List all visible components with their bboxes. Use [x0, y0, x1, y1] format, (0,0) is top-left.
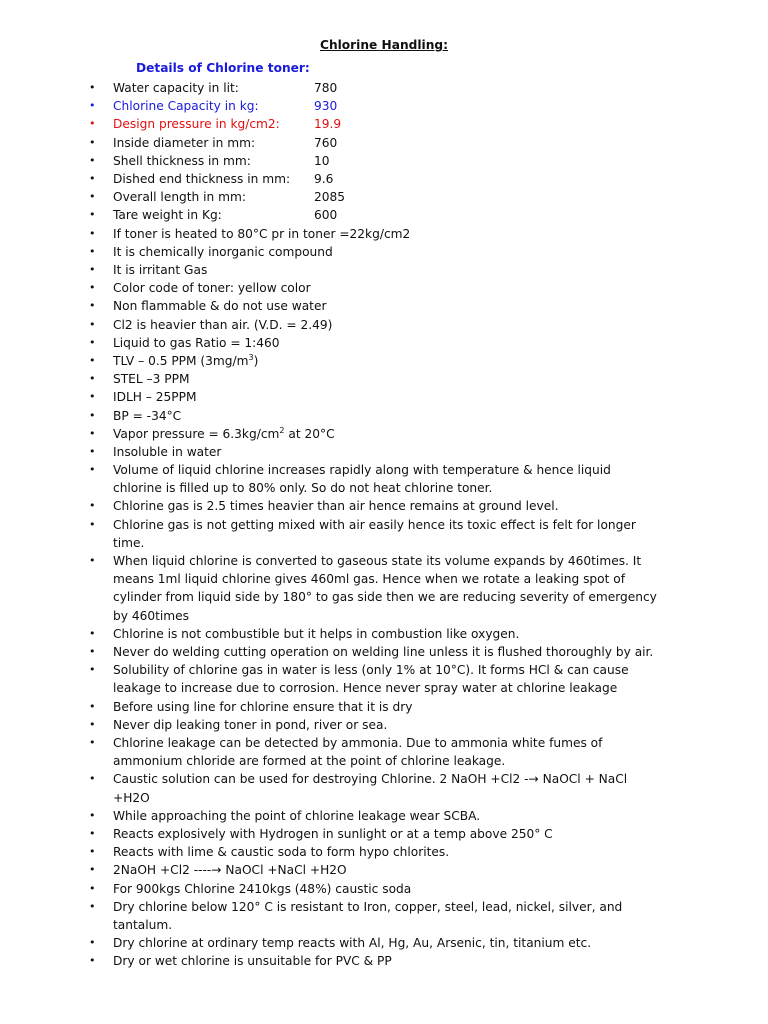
bullet-icon: •: [89, 626, 96, 640]
fact-text: 2NaOH +Cl2 ----→ NaOCl +NaCl +H2O: [113, 863, 347, 878]
spec-item: [0, 170, 768, 188]
fact-item: [0, 625, 768, 643]
spec-value: 10: [314, 153, 330, 168]
fact-item: [0, 861, 768, 879]
bullet-icon: •: [89, 190, 96, 204]
spec-value: 930: [314, 99, 338, 114]
property-item: [0, 388, 768, 406]
fact-text: When liquid chlorine is converted to gaseous state its volume expands by 460times. It means 1ml liquid chlorine gives 460ml gas. Hence when we rotate a leaking spot of cylinder from liquid side by 180° to gas side then we are reducing severity of emergency by 460times: [113, 554, 657, 623]
bullet-icon: •: [89, 845, 96, 859]
fact-item: [0, 807, 768, 825]
fact-text: For 900kgs Chlorine 2410kgs (48%) caustic soda: [113, 881, 412, 896]
property-text: STEL –3 PPM: [113, 372, 190, 387]
property-text: ): [253, 354, 259, 369]
property-item: [0, 407, 768, 425]
fact-item: [0, 952, 768, 970]
fact-text: Dry or wet chlorine is unsuitable for PVC & PP: [113, 954, 392, 969]
property-text: TLV – 0.5 PPM (3mg/m: [113, 354, 249, 369]
bullet-icon: •: [89, 117, 96, 131]
spec-value: 2085: [314, 190, 346, 205]
property-item: [0, 443, 768, 461]
fact-item: [0, 880, 768, 898]
fact-item: [0, 497, 768, 515]
spec-value: 19.9: [314, 117, 342, 132]
superscript: 2: [279, 425, 285, 435]
toner-specs-list: [0, 79, 768, 461]
fact-text: Reacts with lime & caustic soda to form hypo chlorites.: [113, 845, 450, 860]
bullet-icon: •: [89, 517, 96, 531]
fact-text: Solubility of chlorine gas in water is less (only 1% at 10°C). It forms HCl & can cause leakage to increase due to corrosion. Hence never spray water at chlorine leakage: [113, 663, 629, 696]
fact-text: Chlorine is not combustible but it helps in combustion like oxygen.: [113, 626, 520, 641]
fact-text: Caustic solution can be used for destroying Chlorine. 2 NaOH +Cl2 -→ NaOCl + NaCl +H2O: [113, 772, 628, 805]
fact-item: [0, 898, 768, 934]
fact-item: [0, 552, 768, 625]
bullet-icon: •: [89, 936, 96, 950]
fact-text: Chlorine gas is 2.5 times heavier than air hence remains at ground level.: [113, 499, 559, 514]
fact-text: Chlorine gas is not getting mixed with air easily hence its toxic effect is felt for longer time.: [113, 517, 636, 550]
spec-item: [0, 97, 768, 115]
bullet-icon: •: [89, 899, 96, 913]
bullet-icon: •: [89, 408, 96, 422]
bullet-icon: •: [89, 208, 96, 222]
spec-item: [0, 134, 768, 152]
bullet-icon: •: [89, 736, 96, 750]
spec-item: [0, 115, 768, 133]
property-text: Liquid to gas Ratio = 1:460: [113, 335, 280, 350]
property-text: BP = -34°C: [113, 408, 182, 423]
fact-item: [0, 734, 768, 770]
fact-item: [0, 716, 768, 734]
property-item: [0, 297, 768, 315]
spec-item: [0, 79, 768, 97]
bullet-icon: •: [89, 317, 96, 331]
property-item: [0, 334, 768, 352]
bullet-icon: •: [89, 81, 96, 94]
bullet-icon: •: [89, 281, 96, 295]
property-text: Vapor pressure = 6.3kg/cm: [113, 426, 280, 441]
bullet-icon: •: [89, 954, 96, 968]
spec-label: Water capacity in lit:: [113, 81, 239, 95]
fact-item: [0, 461, 768, 497]
spec-item: [0, 152, 768, 170]
property-text: If toner is heated to 80°C pr in toner =22kg/cm2: [113, 226, 411, 241]
property-item: [0, 225, 768, 243]
property-text: IDLH – 25PPM: [113, 390, 197, 405]
bullet-icon: •: [89, 499, 96, 513]
property-item: [0, 316, 768, 334]
bullet-icon: •: [89, 299, 96, 313]
bullet-icon: •: [89, 354, 96, 368]
spec-value: 760: [314, 135, 338, 150]
fact-text: Dry chlorine below 120° C is resistant to Iron, copper, steel, lead, nickel, silver, and tantalum.: [113, 899, 623, 933]
spec-label: Tare weight in Kg:: [113, 208, 222, 223]
fact-item: [0, 770, 768, 806]
bullet-icon: •: [89, 99, 96, 113]
bullet-icon: •: [89, 863, 96, 877]
bullet-icon: •: [89, 663, 96, 677]
fact-text: Reacts explosively with Hydrogen in sunlight or at a temp above 250° C: [113, 827, 553, 842]
spec-value: 780: [314, 81, 338, 95]
fact-text: Never dip leaking toner in pond, river or sea.: [113, 717, 388, 732]
property-text: at 20°C: [284, 426, 335, 441]
fact-item: [0, 825, 768, 843]
property-text: Insoluble in water: [113, 445, 222, 460]
property-text: It is irritant Gas: [113, 263, 208, 278]
bullet-icon: •: [89, 426, 96, 440]
bullet-icon: •: [89, 554, 96, 568]
spec-value: 9.6: [314, 172, 334, 187]
property-item: [0, 279, 768, 297]
fact-item: [0, 661, 768, 697]
bullet-icon: •: [89, 226, 96, 240]
spec-label: Shell thickness in mm:: [113, 153, 251, 168]
spec-label: Design pressure in kg/cm2:: [113, 117, 280, 132]
bullet-icon: •: [89, 699, 96, 713]
bullet-icon: •: [89, 153, 96, 167]
bullet-icon: •: [89, 808, 96, 822]
fact-item: [0, 516, 768, 552]
fact-text: While approaching the point of chlorine leakage wear SCBA.: [113, 808, 481, 823]
fact-item: [0, 698, 768, 716]
property-text: Non flammable & do not use water: [113, 299, 327, 314]
bullet-icon: •: [89, 717, 96, 731]
property-item: [0, 370, 768, 388]
fact-item: [0, 934, 768, 952]
property-text: It is chemically inorganic compound: [113, 244, 333, 259]
bullet-icon: •: [89, 390, 96, 404]
bullet-icon: •: [89, 827, 96, 841]
spec-label: Overall length in mm:: [113, 190, 246, 205]
bullet-icon: •: [89, 445, 96, 459]
bullet-icon: •: [89, 335, 96, 349]
section-heading: Details of Chlorine toner:: [136, 61, 310, 75]
property-text: Color code of toner: yellow color: [113, 281, 311, 296]
handling-facts-list: [0, 461, 768, 971]
bullet-icon: •: [89, 172, 96, 186]
property-text: Cl2 is heavier than air. (V.D. = 2.49): [113, 317, 333, 332]
property-item: [0, 352, 768, 370]
fact-text: Chlorine leakage can be detected by ammonia. Due to ammonia white fumes of ammonium chloride are formed at the point of chlorine leakage.: [113, 736, 603, 769]
bullet-icon: •: [89, 881, 96, 895]
spec-label: Inside diameter in mm:: [113, 135, 256, 150]
fact-text: Never do welding cutting operation on welding line unless it is flushed thoroughly by air.: [113, 645, 654, 660]
page-title: Chlorine Handling:: [320, 38, 448, 52]
fact-item: [0, 843, 768, 861]
spec-item: [0, 206, 768, 224]
fact-item: [0, 643, 768, 661]
property-item: [0, 243, 768, 261]
fact-text: Before using line for chlorine ensure that it is dry: [113, 699, 413, 714]
bullet-icon: •: [89, 135, 96, 149]
bullet-icon: •: [89, 463, 96, 476]
spec-label: Dished end thickness in mm:: [113, 172, 291, 187]
bullet-icon: •: [89, 263, 96, 277]
spec-label: Chlorine Capacity in kg:: [113, 99, 259, 114]
property-item: [0, 261, 768, 279]
bullet-icon: •: [89, 772, 96, 786]
spec-value: 600: [314, 208, 338, 223]
bullet-icon: •: [89, 372, 96, 386]
spec-item: [0, 188, 768, 206]
fact-text: Volume of liquid chlorine increases rapidly along with temperature & hence liquid chlorine is filled up to 80% only. So do not heat chlorine toner.: [113, 463, 611, 496]
superscript: 3: [248, 353, 254, 363]
property-item: [0, 425, 768, 443]
fact-text: Dry chlorine at ordinary temp reacts with Al, Hg, Au, Arsenic, tin, titanium etc.: [113, 936, 592, 951]
bullet-icon: •: [89, 645, 96, 659]
bullet-icon: •: [89, 244, 96, 258]
